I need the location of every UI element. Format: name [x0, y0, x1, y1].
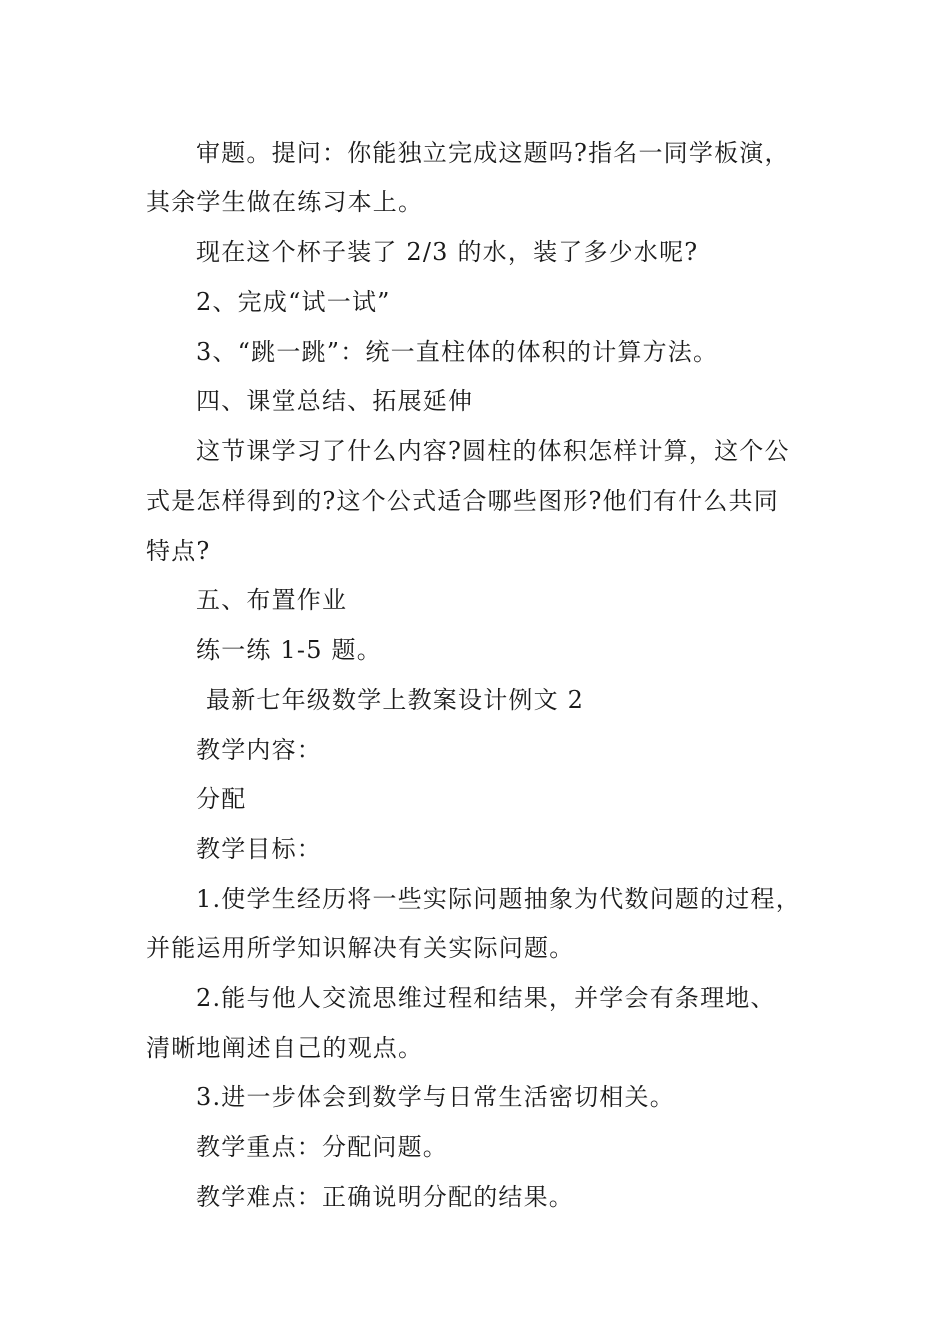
paragraph-line: 式是怎样得到的?这个公式适合哪些图形?他们有什么共同 [146, 487, 779, 515]
paragraph-line: 3.进一步体会到数学与日常生活密切相关。 [196, 1083, 675, 1111]
paragraph-line: 教学难点：正确说明分配的结果。 [196, 1183, 574, 1211]
paragraph-line: 分配 [196, 785, 247, 813]
paragraph-line: 1.使学生经历将一些实际问题抽象为代数问题的过程， [196, 885, 801, 913]
section-heading: 四、课堂总结、拓展延伸 [196, 387, 474, 415]
paragraph-line: 教学内容： [196, 736, 322, 764]
paragraph-line: 2.能与他人交流思维过程和结果，并学会有条理地、 [196, 984, 776, 1012]
paragraph-line: 3、“跳一跳”：统一直柱体的体积的计算方法。 [196, 338, 719, 366]
section-heading: 五、布置作业 [196, 586, 348, 614]
paragraph-line: 特点? [146, 537, 211, 565]
paragraph-line: 这节课学习了什么内容?圆柱的体积怎样计算，这个公 [196, 437, 790, 465]
paragraph-line: 2、完成“试一试” [196, 288, 391, 316]
paragraph-line: 教学目标： [196, 835, 322, 863]
paragraph-line: 教学重点：分配问题。 [196, 1133, 448, 1161]
paragraph-line: 其余学生做在练习本上。 [146, 188, 424, 216]
paragraph-line: 练一练 1-5 题。 [196, 636, 382, 664]
document-title: 最新七年级数学上教案设计例文 2 [206, 686, 585, 714]
paragraph-line: 审题。提问：你能独立完成这题吗?指名一同学板演， [196, 139, 790, 167]
paragraph-line: 现在这个杯子装了 2/3 的水，装了多少水呢? [196, 238, 699, 266]
paragraph-line: 清晰地阐述自己的观点。 [146, 1034, 424, 1062]
paragraph-line: 并能运用所学知识解决有关实际问题。 [146, 934, 575, 962]
